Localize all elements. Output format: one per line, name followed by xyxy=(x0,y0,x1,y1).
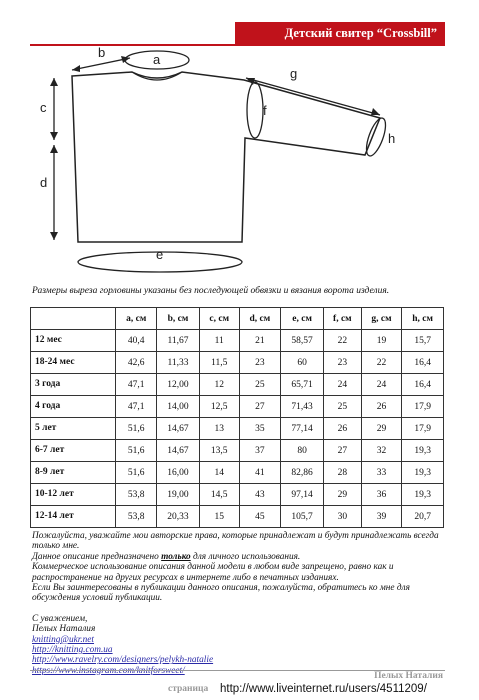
footer-author: Пелых Наталия xyxy=(374,671,443,681)
size-label: 12 мес xyxy=(31,330,116,352)
size-label: 5 лет xyxy=(31,418,116,440)
table-cell: 30 xyxy=(324,506,362,528)
size-label: 6-7 лет xyxy=(31,440,116,462)
table-cell: 28 xyxy=(324,462,362,484)
table-cell: 15,7 xyxy=(402,330,444,352)
table-cell: 19,3 xyxy=(402,440,444,462)
table-cell: 24 xyxy=(324,374,362,396)
table-cell: 77,14 xyxy=(281,418,324,440)
table-cell: 20,7 xyxy=(402,506,444,528)
table-row xyxy=(31,352,444,374)
document-title: Детский свитер “Crossbill” xyxy=(235,22,445,44)
table-cell: 33 xyxy=(361,462,402,484)
table-cell: 12 xyxy=(199,374,239,396)
table-cell: 45 xyxy=(239,506,281,528)
table-cell: 11,33 xyxy=(157,352,200,374)
author-name: Пелых Наталия xyxy=(32,624,96,635)
table-cell: 14 xyxy=(199,462,239,484)
table-cell: 36 xyxy=(361,484,402,506)
table-cell: 35 xyxy=(239,418,281,440)
table-cell: 16,4 xyxy=(402,352,444,374)
table-cell: 19,3 xyxy=(402,462,444,484)
size-label: 8-9 лет xyxy=(31,462,116,484)
table-cell: 21 xyxy=(239,330,281,352)
label-h: h xyxy=(388,131,396,146)
table-cell: 41 xyxy=(239,462,281,484)
table-cell: 39 xyxy=(361,506,402,528)
table-cell: 82,86 xyxy=(281,462,324,484)
table-cell: 14,67 xyxy=(157,418,200,440)
table-cell: 11,5 xyxy=(199,352,239,374)
label-d: d xyxy=(40,175,48,190)
table-cell: 19 xyxy=(361,330,402,352)
table-cell: 80 xyxy=(281,440,324,462)
col-header: g, см xyxy=(361,308,402,330)
table-cell: 58,57 xyxy=(281,330,324,352)
table-cell: 43 xyxy=(239,484,281,506)
table-row xyxy=(31,396,444,418)
table-row xyxy=(31,330,444,352)
label-c: c xyxy=(40,100,47,115)
col-header: e, см xyxy=(281,308,324,330)
table-cell: 26 xyxy=(361,396,402,418)
table-cell: 14,00 xyxy=(157,396,200,418)
col-header: d, см xyxy=(239,308,281,330)
table-corner xyxy=(31,308,116,330)
table-cell: 29 xyxy=(361,418,402,440)
table-row xyxy=(31,440,444,462)
col-header: f, см xyxy=(324,308,362,330)
table-cell: 19,3 xyxy=(402,484,444,506)
col-header: c, см xyxy=(199,308,239,330)
table-cell: 22 xyxy=(361,352,402,374)
size-label: 12-14 лет xyxy=(31,506,116,528)
table-cell: 11 xyxy=(199,330,239,352)
table-row xyxy=(31,418,444,440)
table-cell: 27 xyxy=(324,440,362,462)
table-cell: 32 xyxy=(361,440,402,462)
email-link[interactable]: knitting@ukr.net xyxy=(32,634,95,645)
table-cell: 47,1 xyxy=(116,396,157,418)
sweater-schematic xyxy=(0,0,479,285)
size-table xyxy=(30,307,444,528)
table-cell: 53,8 xyxy=(116,506,157,528)
table-cell: 26 xyxy=(324,418,362,440)
table-cell: 97,14 xyxy=(281,484,324,506)
table-row xyxy=(31,484,444,506)
table-cell: 60 xyxy=(281,352,324,374)
table-row xyxy=(31,506,444,528)
table-cell: 29 xyxy=(324,484,362,506)
website-link[interactable]: http://knitting.com.ua xyxy=(32,645,113,656)
table-cell: 105,7 xyxy=(281,506,324,528)
commercial-text: Коммерческое использование описания данной модели в любом виде запрещено, равно как и распространение на других ресурсах в интернете либо в печатных изданиях. xyxy=(32,562,394,583)
table-cell: 22 xyxy=(324,330,362,352)
table-cell: 25 xyxy=(324,396,362,418)
label-e: e xyxy=(156,247,164,262)
col-header: a, см xyxy=(116,308,157,330)
copyright-text: Пожалуйста, уважайте мои авторские права, которые принадлежат и будут принадлежать всегда только мне. xyxy=(32,531,439,552)
table-cell: 16,00 xyxy=(157,462,200,484)
table-cell: 23 xyxy=(239,352,281,374)
table-cell: 14,5 xyxy=(199,484,239,506)
table-cell: 13 xyxy=(199,418,239,440)
table-cell: 51,6 xyxy=(116,462,157,484)
table-cell: 11,67 xyxy=(157,330,200,352)
table-cell: 42,6 xyxy=(116,352,157,374)
ravelry-link[interactable]: http://www.ravelry.com/designers/pelykh-natalie xyxy=(32,655,214,666)
table-cell: 51,6 xyxy=(116,440,157,462)
page-number: страница xyxy=(168,684,209,694)
table-cell: 71,43 xyxy=(281,396,324,418)
table-row xyxy=(31,374,444,396)
table-header-row xyxy=(31,308,444,330)
watermark-url: http://www.liveinternet.ru/users/4511209/ xyxy=(220,683,427,695)
label-a: a xyxy=(153,52,161,67)
table-cell: 14,67 xyxy=(157,440,200,462)
table-cell: 51,6 xyxy=(116,418,157,440)
table-cell: 20,33 xyxy=(157,506,200,528)
table-cell: 19,00 xyxy=(157,484,200,506)
size-label: 18-24 мес xyxy=(31,352,116,374)
size-label: 10-12 лет xyxy=(31,484,116,506)
publication-text: Если Вы заинтересованы в публикации данного описания, пожалуйста, обратитесь ко мне для обсуждения условий публикации. xyxy=(32,583,410,604)
usage-text: Данное описание предназначено только для личного использования. xyxy=(32,551,301,562)
table-cell: 13,5 xyxy=(199,440,239,462)
table-cell: 37 xyxy=(239,440,281,462)
regards-text: С уважением, xyxy=(32,613,88,624)
table-cell: 17,9 xyxy=(402,396,444,418)
table-cell: 53,8 xyxy=(116,484,157,506)
table-cell: 24 xyxy=(361,374,402,396)
label-f: f xyxy=(263,103,267,118)
table-cell: 27 xyxy=(239,396,281,418)
copyright-footer xyxy=(32,531,442,676)
label-g: g xyxy=(290,66,298,81)
table-cell: 23 xyxy=(324,352,362,374)
col-header: b, см xyxy=(157,308,200,330)
table-cell: 40,4 xyxy=(116,330,157,352)
size-label: 4 года xyxy=(31,396,116,418)
col-header: h, см xyxy=(402,308,444,330)
table-cell: 47,1 xyxy=(116,374,157,396)
table-cell: 25 xyxy=(239,374,281,396)
label-b: b xyxy=(98,45,106,60)
table-cell: 12,5 xyxy=(199,396,239,418)
table-row xyxy=(31,462,444,484)
table-cell: 16,4 xyxy=(402,374,444,396)
table-cell: 12,00 xyxy=(157,374,200,396)
neckline-note: Размеры выреза горловины указаны без последующей обвязки и вязания ворота изделия. xyxy=(32,286,390,296)
table-cell: 15 xyxy=(199,506,239,528)
size-label: 3 года xyxy=(31,374,116,396)
table-cell: 17,9 xyxy=(402,418,444,440)
table-cell: 65,71 xyxy=(281,374,324,396)
